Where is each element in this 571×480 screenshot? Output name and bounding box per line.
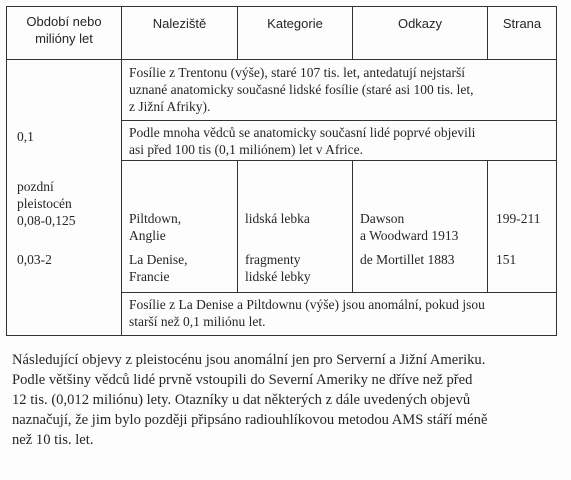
reference-piltdown: Dawson a Woodward 1913 (360, 211, 459, 243)
paragraph-line: Následující objevy z pleistocénu jsou anomální jen pro Serverní a Jižní Ameriku. (12, 352, 486, 368)
paragraph-line: naznačují, že jim bylo později připsáno radiouhlíkovou metodou AMS stáří méně (12, 412, 488, 428)
header-references: Odkazy (397, 16, 443, 31)
table-divider (352, 160, 353, 292)
header-page: Strana (502, 16, 542, 31)
period-0-1: 0,1 (17, 129, 34, 144)
note-anomalous: Fosílie z La Denise a Piltdownu (výše) jsou anomální, pokud jsou starší než 0,1 miliónu let. (129, 297, 485, 329)
period-0-03-2: 0,03-2 (17, 252, 52, 267)
header-site: Naleziště (152, 16, 207, 31)
body-paragraph (12, 350, 568, 450)
table-divider (487, 160, 488, 292)
note-100k: Podle mnoha vědců se anatomicky současní lidé poprvé objevili asi před 100 tis (0,1 miliónem) let v Africe. (129, 125, 476, 157)
table-divider (121, 120, 556, 121)
table-divider (237, 160, 238, 292)
page-piltdown: 199-211 (496, 211, 541, 226)
site-piltdown: Piltdown, Anglie (129, 211, 182, 243)
site-la-denise: La Denise, Francie (129, 252, 188, 284)
table-divider (121, 160, 556, 161)
page-la-denise: 151 (496, 252, 517, 267)
category-la-denise: fragmenty lidské lebky (245, 252, 311, 284)
reference-la-denise: de Mortillet 1883 (360, 252, 455, 267)
period-late-pleistocene: pozdní pleistocén 0,08-0,125 (17, 179, 76, 228)
table-divider (121, 59, 122, 336)
paragraph-line: 12 tis. (0,012 miliónu) lety. Otazníky u dat některých z dále uvedených objevů (12, 392, 471, 408)
paragraph-line: než 10 tis. let. (12, 432, 94, 448)
paragraph-line: Podle většiny vědců lidé prvně vstoupili do Severní Ameriky ne dříve než před (12, 372, 473, 388)
header-period: Období nebo milióny let (26, 14, 102, 46)
table-divider (7, 59, 556, 60)
fossil-table (6, 6, 557, 336)
note-trenton: Fosílie z Trentonu (výše), staré 107 tis. let, antedatují nejstarší uznané anatomicky současné lidské fosílie (staré asi 100 tis. let, z Jižní Afriky). (129, 65, 474, 114)
header-category: Kategorie (267, 16, 323, 31)
category-piltdown: lidská lebka (245, 211, 310, 226)
table-divider (121, 292, 556, 293)
